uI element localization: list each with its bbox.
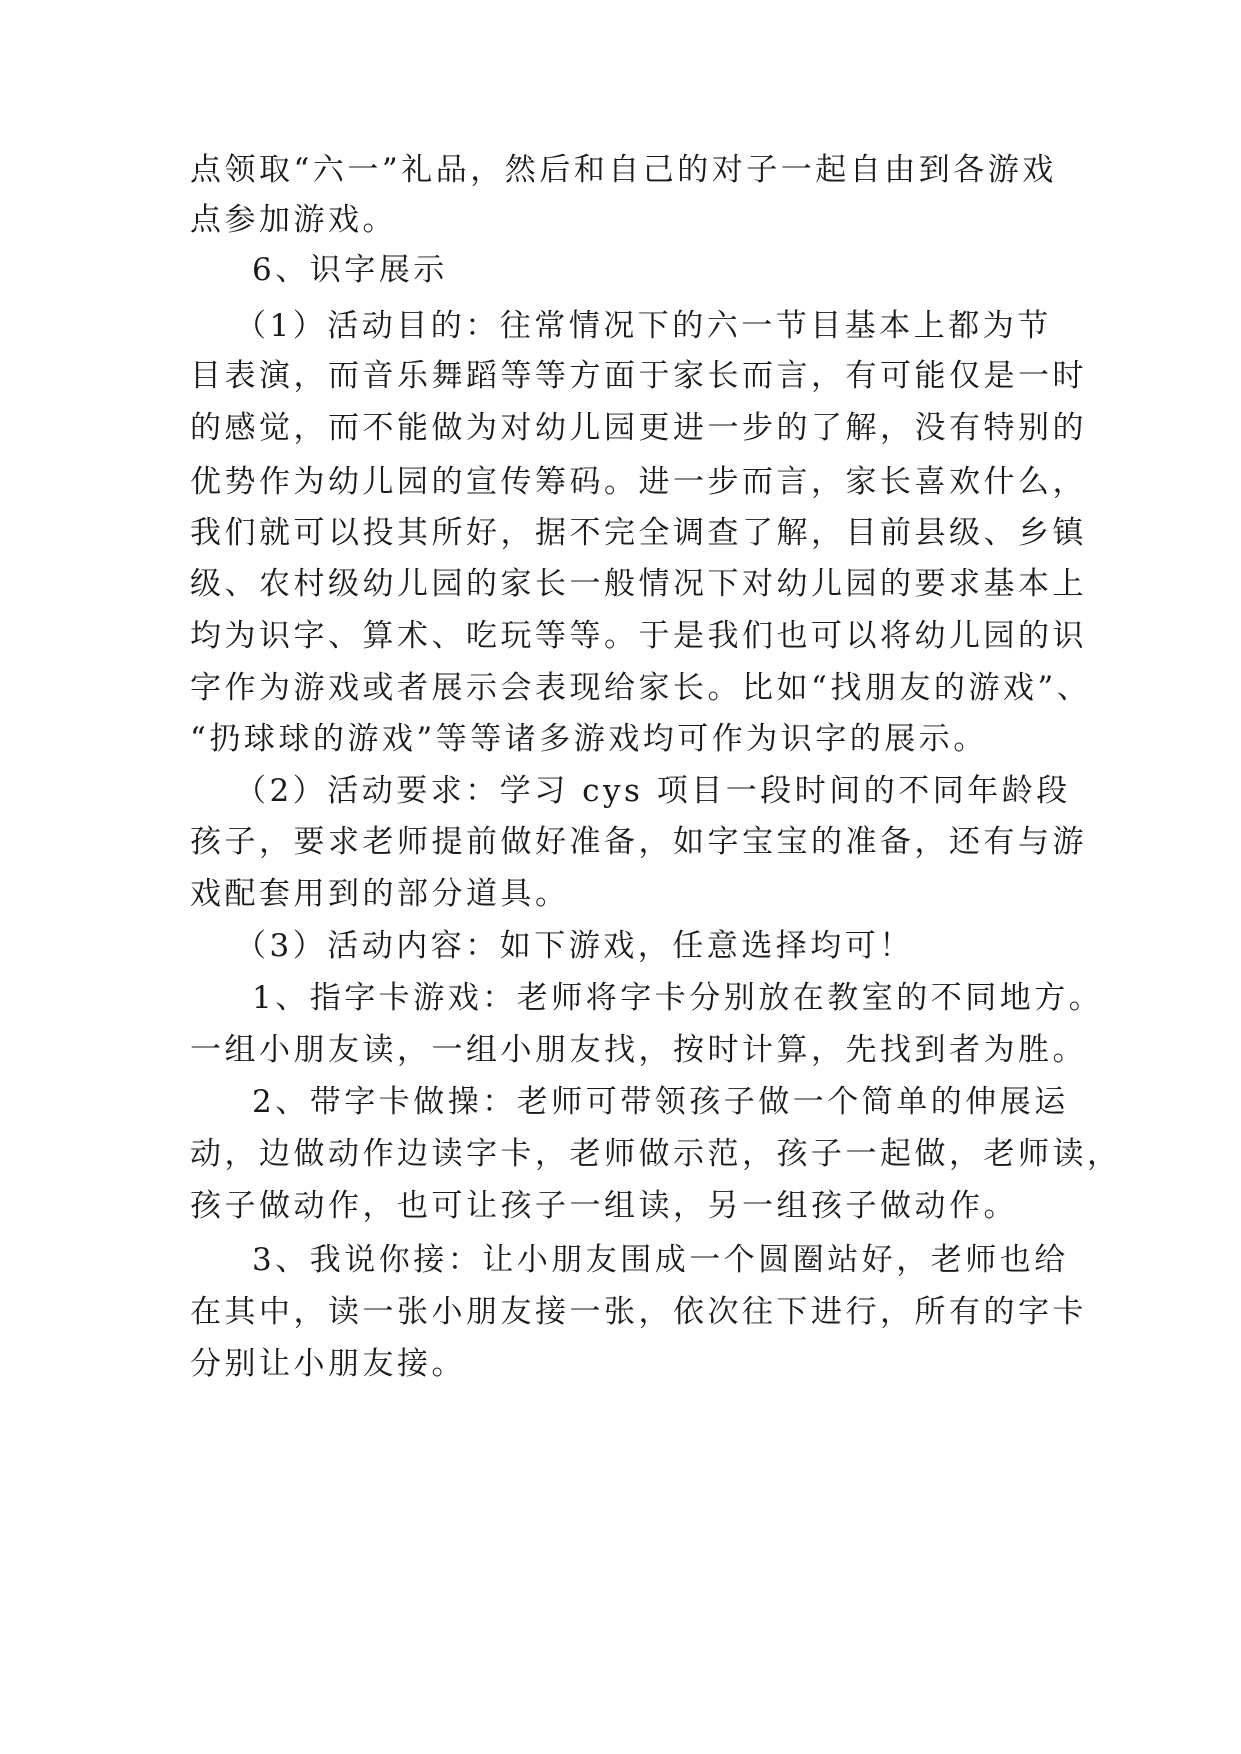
text-line: 优势作为幼儿园的宣传筹码。进一步而言，家长喜欢什么， [190, 464, 1087, 500]
text-line: （2）活动要求：学习 cys 项目一段时间的不同年龄段 [235, 773, 1071, 809]
text-line: 孩子做动作，也可让孩子一组读，另一组孩子做动作。 [190, 1188, 1018, 1224]
text-line: 孩子，要求老师提前做好准备，如字宝宝的准备，还有与游 [190, 824, 1087, 860]
text-line: 2、带字卡做操：老师可带领孩子做一个简单的伸展运 [252, 1084, 1069, 1120]
text-line: 动，边做动作边读字卡，老师做示范，孩子一起做，老师读， [190, 1136, 1122, 1172]
text-line: （1）活动目的：往常情况下的六一节目基本上都为节 [235, 308, 1052, 344]
text-line: “扔球球的游戏”等等诸多游戏均可作为识字的展示。 [190, 721, 988, 757]
text-line: 一组小朋友读，一组小朋友找，按时计算，先找到者为胜。 [190, 1032, 1087, 1068]
text-line: 目表演，而音乐舞蹈等等方面于家长而言，有可能仅是一时 [190, 358, 1087, 394]
text-line: 1、指字卡游戏：老师将字卡分别放在教室的不同地方。 [252, 980, 1104, 1016]
text-line: 在其中，读一张小朋友接一张，依次往下进行，所有的字卡 [190, 1294, 1087, 1330]
text-line: 级、农村级幼儿园的家长一般情况下对幼儿园的要求基本上 [190, 566, 1087, 602]
text-line: 我们就可以投其所好，据不完全调查了解，目前县级、乡镇 [190, 515, 1087, 551]
text-line: 均为识字、算术、吃玩等等。于是我们也可以将幼儿园的识 [190, 618, 1087, 654]
text-line: 点参加游戏。 [190, 202, 397, 238]
text-line: 3、我说你接：让小朋友围成一个圆圈站好，老师也给 [252, 1242, 1069, 1278]
text-line: （3）活动内容：如下游戏，任意选择均可！ [235, 928, 914, 964]
text-line: 分别让小朋友接。 [190, 1346, 466, 1382]
section-heading: 6、识字展示 [252, 252, 448, 288]
text-line: 戏配套用到的部分道具。 [190, 876, 570, 912]
text-line: 字作为游戏或者展示会表现给家长。比如“找朋友的游戏”、 [190, 670, 1092, 706]
text-line: 的感觉，而不能做为对幼儿园更进一步的了解，没有特别的 [190, 410, 1087, 446]
text-line: 点领取“六一”礼品，然后和自己的对子一起自由到各游戏 [190, 152, 1057, 188]
